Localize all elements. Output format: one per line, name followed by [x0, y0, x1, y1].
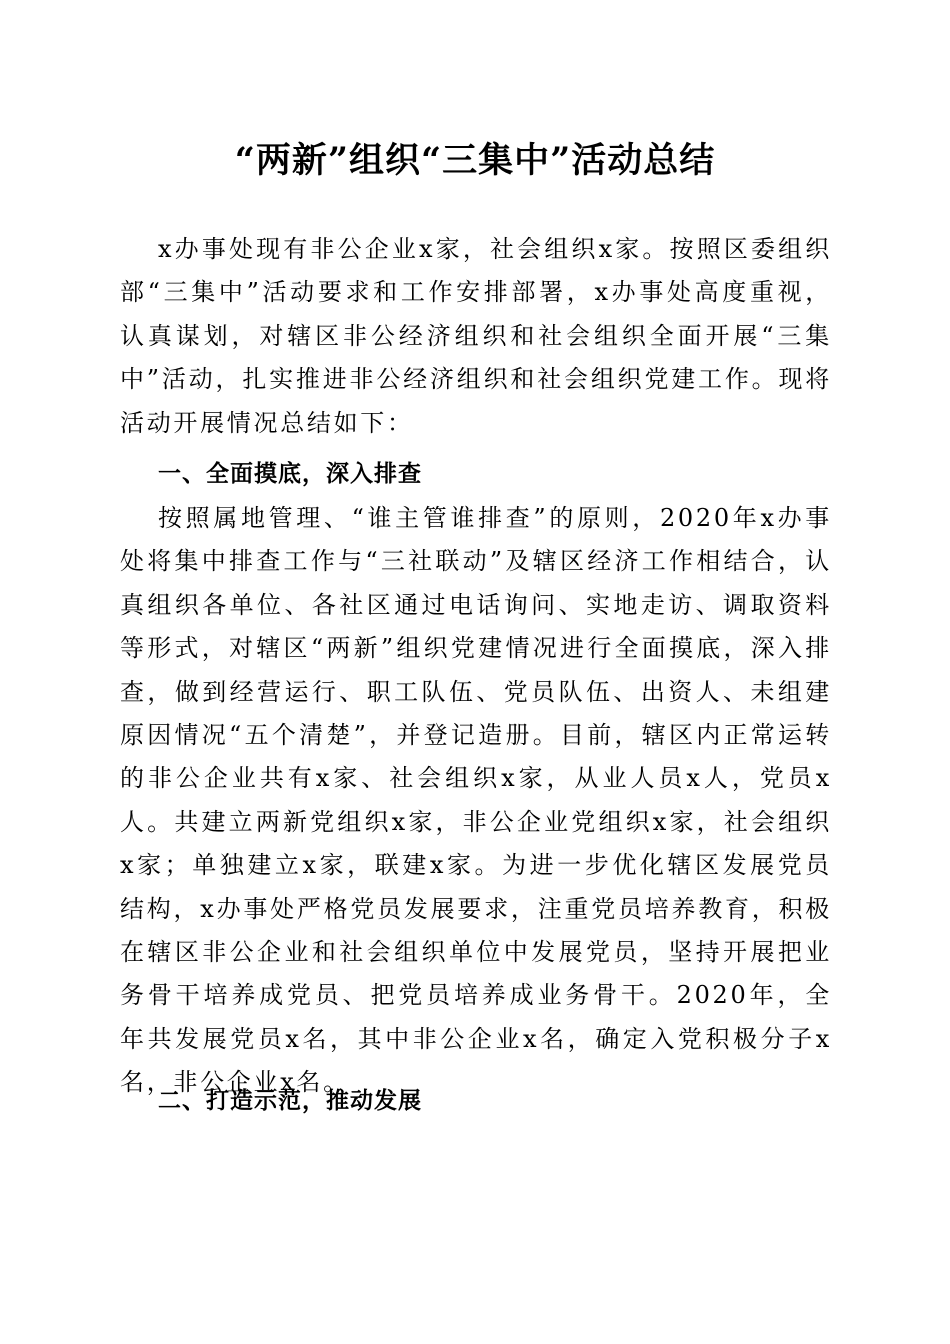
document-title: “两新”组织“三集中”活动总结: [234, 140, 716, 181]
section-heading-1: 一、全面摸底，深入排查: [158, 461, 422, 487]
intro-paragraph: x办事处现有非公企业x家，社会组织x家。按照区委组织部“三集中”活动要求和工作安排部署，x办事处高度重视，认真谋划，对辖区非公经济组织和社会组织全面开展“三集中”活动，扎实推进非公经济组织和社会组织党建工作。现将活动开展情况总结如下：: [120, 235, 832, 437]
section-heading-2: 二、打造示范，推动发展: [158, 1088, 422, 1114]
section-1-paragraph: 按照属地管理、“谁主管谁排查”的原则，2020年x办事处将集中排查工作与“三社联动”及辖区经济工作相结合，认真组织各单位、各社区通过电话询问、实地走访、调取资料等形式，对辖区“两新”组织党建情况进行全面摸底，深入排查，做到经营运行、职工队伍、党员队伍、出资人、未组建原因情况“五个清楚”，并登记造册。目前，辖区内正常运转的非公企业共有x家、社会组织x家，从业人员x人，党员x人。共建立两新党组织x家，非公企业党组织x家，社会组织x家；单独建立x家，联建x家。为进一步优化辖区发展党员结构，x办事处严格党员发展要求，注重党员培养教育，积极在辖区非公企业和社会组织单位中发展党员，坚持开展把业务骨干培养成党员、把党员培养成业务骨干。2020年，全年共发展党员x名，其中非公企业x名，确定入党积极分子x名，非公企业x名。: [120, 504, 832, 1097]
